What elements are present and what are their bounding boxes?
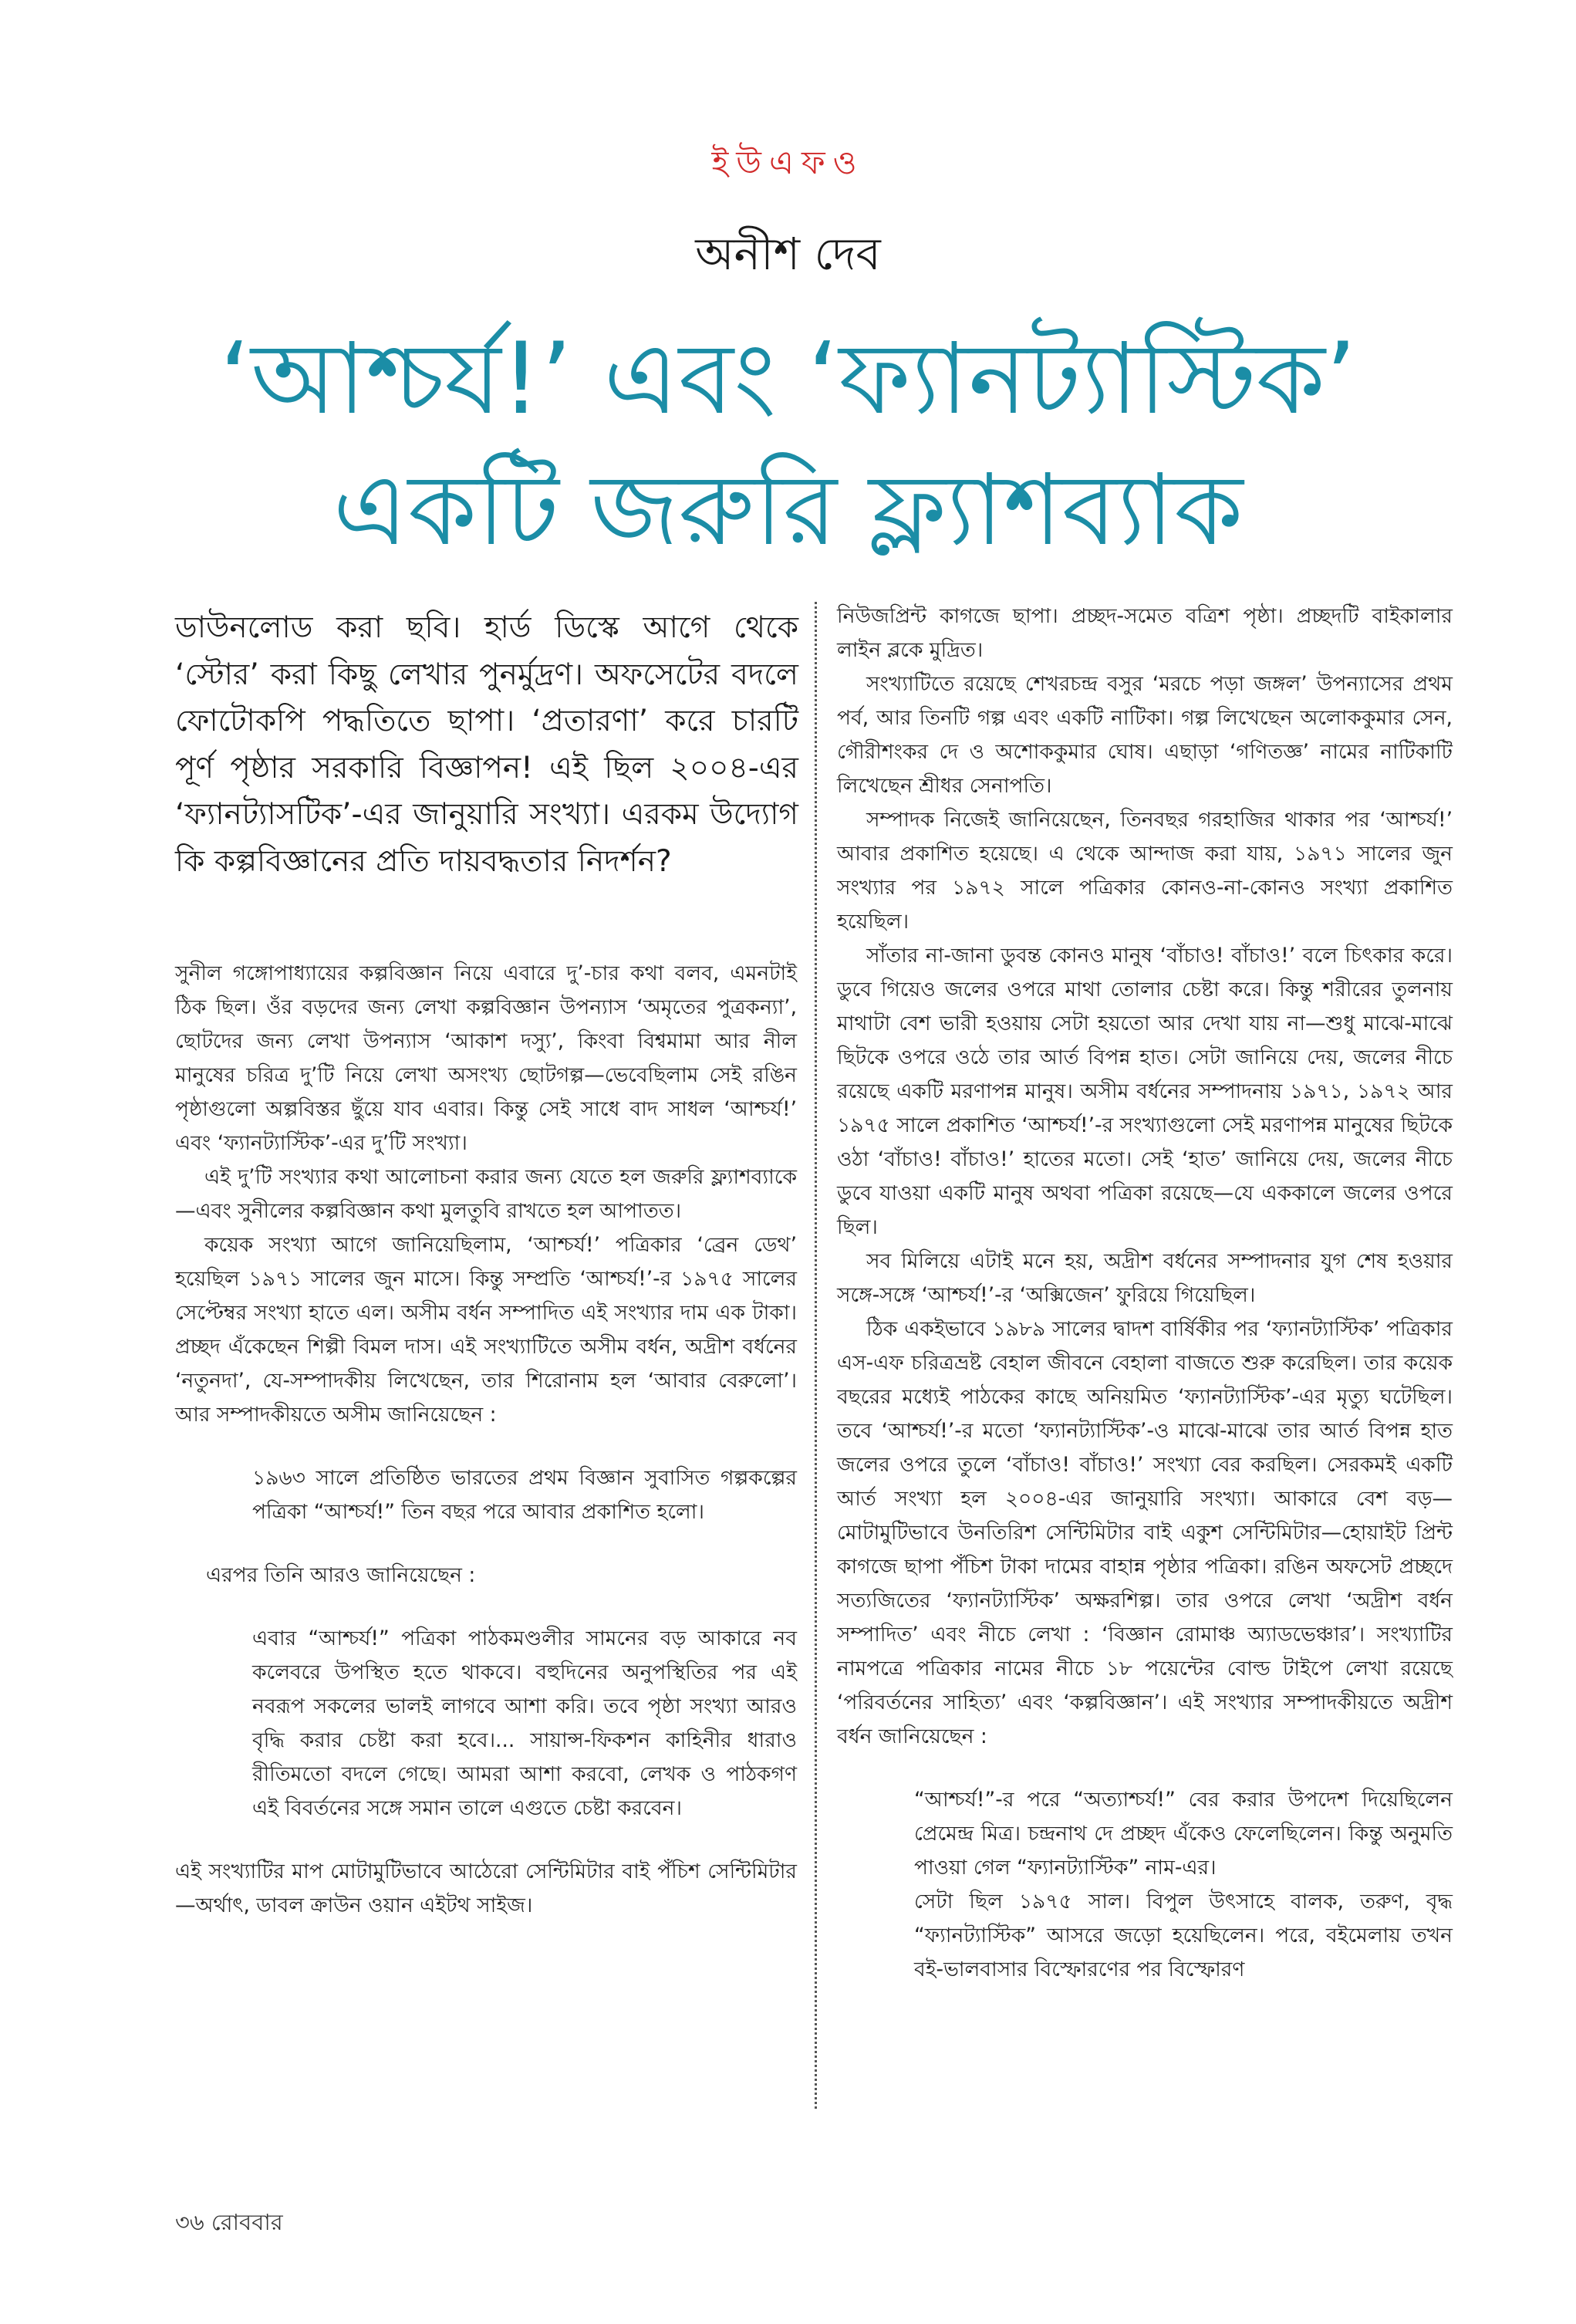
right-column xyxy=(837,600,1453,2016)
block-quote: “আশ্চর্য!”-র পরে “অত্যাশ্চর্য!” বের করার উপদেশ দিয়েছিলেন প্রেমেন্দ্র মিত্র। চন্দ্রনাথ দে প্রচ্ছদ এঁকেও ফেলেছিলেন। কিন্তু অনুমতি পাওয়া গেল “ফ্যানট্যাস্টিক” নাম-এর। xyxy=(914,1788,1453,1880)
lead-paragraph: ডাউনলোড করা ছবি। হার্ড ডিস্কে আগে থেকে ‘স্টোর’ করা কিছু লেখার পুনর্মুদ্রণ। অফসেটের বদলে ফোটোকপি পদ্ধতিতে ছাপা। ‘প্রতারণা’ করে চারটি পূর্ণ পৃষ্ঠার সরকারি বিজ্ঞাপন! এই ছিল ২০০৪-এর ‘ফ্যানট্যাসটিক’-এর জানুয়ারি সংখ্যা। এরকম উদ্যোগ কি কল্পবিজ্ঞানের প্রতি দায়বদ্ধতার নিদর্শন? xyxy=(175,610,798,879)
headline-line-2: একটি জরুরি ফ্ল্যাশব্যাক xyxy=(332,453,1244,568)
block-quote: এবার “আশ্চর্য!” পত্রিকা পাঠকমণ্ডলীর সামনের বড় আকারে নব কলেবরে উপস্থিত হতে থাকবে। বহুদিনের অনুপস্থিতির পর এই নবরূপ সকলের ভালই লাগবে আশা করি। তবে পৃষ্ঠা সংখ্যা আরও বৃদ্ধি করার চেষ্টা করা হবে।... সায়ান্স-ফিকশন কাহিনীর ধারাও রীতিমতো বদলে গেছে। আমরা আশা করবো, লেখক ও পাঠকগণ এই বিবর্তনের সঙ্গে সমান তালে এগুতে চেষ্টা করবেন। xyxy=(252,1626,797,1820)
body-paragraph: সংখ্যাটিতে রয়েছে শেখরচন্দ্র বসুর ‘মরচে পড়া জঙ্গল’ উপন্যাসের প্রথম পর্ব, আর তিনটি গল্প এবং একটি নাটিকা। গল্প লিখেছেন অলোককুমার সেন, গৌরীশংকর দে ও অশোককুমার ঘোষ। এছাড়া ‘গণিতজ্ঞ’ নামের নাটিকাটি লিখেছেন শ্রীধর সেনাপতি। xyxy=(837,672,1453,798)
left-column xyxy=(175,957,797,1923)
body-paragraph: এই দু’টি সংখ্যার কথা আলোচনা করার জন্য যেতে হল জরুরি ফ্ল্যাশব্যাকে—এবং সুনীলের কল্পবিজ্ঞান কথা মুলতুবি রাখতে হল আপাতত। xyxy=(175,1165,797,1223)
block-quote: সেটা ছিল ১৯৭৫ সাল। বিপুল উৎসাহে বালক, তরুণ, বৃদ্ধ “ফ্যানট্যাস্টিক” আসরে জড়ো হয়েছিলেন। পরে, বইমেলায় তখন বই-ভালবাসার বিস্ফোরণের পর বিস্ফোরণ xyxy=(914,1890,1453,1981)
body-paragraph: এই সংখ্যাটির মাপ মোটামুটিভাবে আঠেরো সেন্টিমিটার বাই পঁচিশ সেন্টিমিটার—অর্থাৎ, ডাবল ক্রাউন ওয়ান এইটথ সাইজ। xyxy=(175,1860,797,1917)
page-footer: ৩৬ রোববার xyxy=(175,2209,283,2235)
headline-line-1: ‘আশ্চর্য!’ এবং ‘ফ্যানট্যাস্টিক’ xyxy=(219,322,1357,437)
body-paragraph: কয়েক সংখ্যা আগে জানিয়েছিলাম, ‘আশ্চর্য!’ পত্রিকার ‘ব্রেন ডেথ’ হয়েছিল ১৯৭১ সালের জুন মাসে। কিন্তু সম্প্রতি ‘আশ্চর্য!’-র ১৯৭৫ সালের সেপ্টেম্বর সংখ্যা হাতে এল। অসীম বর্ধন সম্পাদিত এই সংখ্যার দাম এক টাকা। প্রচ্ছদ এঁকেছেন শিল্পী বিমল দাস। এই সংখ্যাটিতে অসীম বর্ধন, অদ্রীশ বর্ধনের ‘নতুনদা’, যে-সম্পাদকীয় লিখেছেন, তার শিরোনাম হল ‘আবার বেরুলো’। আর সম্পাদকীয়তে অসীম জানিয়েছেন : xyxy=(175,1233,797,1427)
body-paragraph: সাঁতার না-জানা ডুবন্ত কোনও মানুষ ‘বাঁচাও! বাঁচাও!’ বলে চিৎকার করে। ডুবে গিয়েও জলের ওপরে মাথা তোলার চেষ্টা করে। কিন্তু শরীরের তুলনায় মাথাটা বেশ ভারী হওয়ায় সেটা হয়তো আর দেখা যায় না—শুধু মাঝে-মাঝে ছিটকে ওপরে ওঠে তার আর্ত বিপন্ন হাত। সেটা জানিয়ে দেয়, জলের নীচে রয়েছে একটি মরণাপন্ন মানুষ। অসীম বর্ধনের সম্পাদনায় ১৯৭১, ১৯৭২ আর ১৯৭৫ সালে প্রকাশিত ‘আশ্চর্য!’-র সংখ্যাগুলো সেই মরণাপন্ন মানুষের ছিটকে ওঠা ‘বাঁচাও! বাঁচাও!’ হাতের মতো। সেই ‘হাত’ জানিয়ে দেয়, জলের নীচে ডুবে যাওয়া একটি মানুষ অথবা পত্রিকা রয়েছে—যে এককালে জলের ওপরে ছিল। xyxy=(837,944,1453,1239)
body-paragraph: ঠিক একইভাবে ১৯৮৯ সালের দ্বাদশ বার্ষিকীর পর ‘ফ্যানট্যাস্টিক’ পত্রিকার এস-এফ চরিত্রভ্রষ্ট বেহাল জীবনে বেহালা বাজতে শুরু করেছিল। তার কয়েক বছরের মধ্যেই পাঠকের কাছে অনিয়মিত ‘ফ্যানট্যাস্টিক’-এর মৃত্যু ঘটেছিল। তবে ‘আশ্চর্য!’-র মতো ‘ফ্যানট্যাস্টিক’-ও মাঝে-মাঝে তার আর্ত বিপন্ন হাত জলের ওপরে তুলে ‘বাঁচাও! বাঁচাও!’ সংখ্যা বের করছিল। সেরকমই একটি আর্ত সংখ্যা হল ২০০৪-এর জানুয়ারি সংখ্যা। আকারে বেশ বড়—মোটামুটিভাবে উনতিরিশ সেন্টিমিটার বাই একুশ সেন্টিমিটার—হোয়াইট প্রিন্ট কাগজে ছাপা পঁচিশ টাকা দামের বাহান্ন পৃষ্ঠার পত্রিকা। রঙিন অফসেট প্রচ্ছদে সত্যজিতের ‘ফ্যানট্যাস্টিক’ অক্ষরশিল্প। তার ওপরে লেখা ‘অদ্রীশ বর্ধন সম্পাদিত’ এবং নীচে লেখা : ‘বিজ্ঞান রোমাঞ্চ অ্যাডভেঞ্চার’। সংখ্যাটির নামপত্রে পত্রিকার নামের নীচে ১৮ পয়েন্টের বোল্ড টাইপে লেখা রয়েছে ‘পরিবর্তনের সাহিত্য’ এবং ‘কল্পবিজ্ঞান’। এই সংখ্যার সম্পাদকীয়তে অদ্রীশ বর্ধন জানিয়েছেন : xyxy=(837,1317,1453,1748)
body-paragraph: সম্পাদক নিজেই জানিয়েছেন, তিনবছর গরহাজির থাকার পর ‘আশ্চর্য!’ আবার প্রকাশিত হয়েছে। এ থেকে আন্দাজ করা যায়, ১৯৭১ সালের জুন সংখ্যার পর ১৯৭২ সালে পত্রিকার কোনও-না-কোনও সংখ্যা প্রকাশিত হয়েছিল। xyxy=(837,808,1453,934)
body-paragraph: সব মিলিয়ে এটাই মনে হয়, অদ্রীশ বর্ধনের সম্পাদনার যুগ শেষ হওয়ার সঙ্গে-সঙ্গে ‘আশ্চর্য!’-র ‘অক্সিজেন’ ফুরিয়ে গিয়েছিল। xyxy=(837,1249,1453,1307)
author-name: অনীশ দেব xyxy=(695,228,881,280)
column-divider xyxy=(815,602,817,2109)
section-label: ইউএফও xyxy=(711,144,865,181)
body-paragraph: সুনীল গঙ্গোপাধ্যায়ের কল্পবিজ্ঞান নিয়ে এবারে দু’-চার কথা বলব, এমনটাই ঠিক ছিল। ওঁর বড়দের জন্য লেখা কল্পবিজ্ঞান উপন্যাস ‘অমৃতের পুত্রকন্যা’, ছোটদের জন্য লেখা উপন্যাস ‘আকাশ দস্যু’, কিংবা বিশ্বমামা আর নীল মানুষের চরিত্র দু’টি নিয়ে লেখা অসংখ্য ছোটগল্প—ভেবেছিলাম সেই রঙিন পৃষ্ঠাগুলো অল্পবিস্তর ছুঁয়ে যাব এবার। কিন্তু সেই সাধে বাদ সাধল ‘আশ্চর্য!’ এবং ‘ফ্যানট্যাস্টিক’-এর দু’টি সংখ্যা। xyxy=(175,961,797,1155)
block-quote: ১৯৬৩ সালে প্রতিষ্ঠিত ভারতের প্রথম বিজ্ঞান সুবাসিত গল্পকল্পের পত্রিকা “আশ্চর্য!” তিন বছর পরে আবার প্রকাশিত হলো। xyxy=(252,1466,797,1524)
body-paragraph: নিউজপ্রিন্ট কাগজে ছাপা। প্রচ্ছদ-সমেত বত্রিশ পৃষ্ঠা। প্রচ্ছদটি বাইকালার লাইন ব্লকে মুদ্রিত। xyxy=(837,604,1453,662)
body-paragraph: এরপর তিনি আরও জানিয়েছেন : xyxy=(206,1563,476,1587)
